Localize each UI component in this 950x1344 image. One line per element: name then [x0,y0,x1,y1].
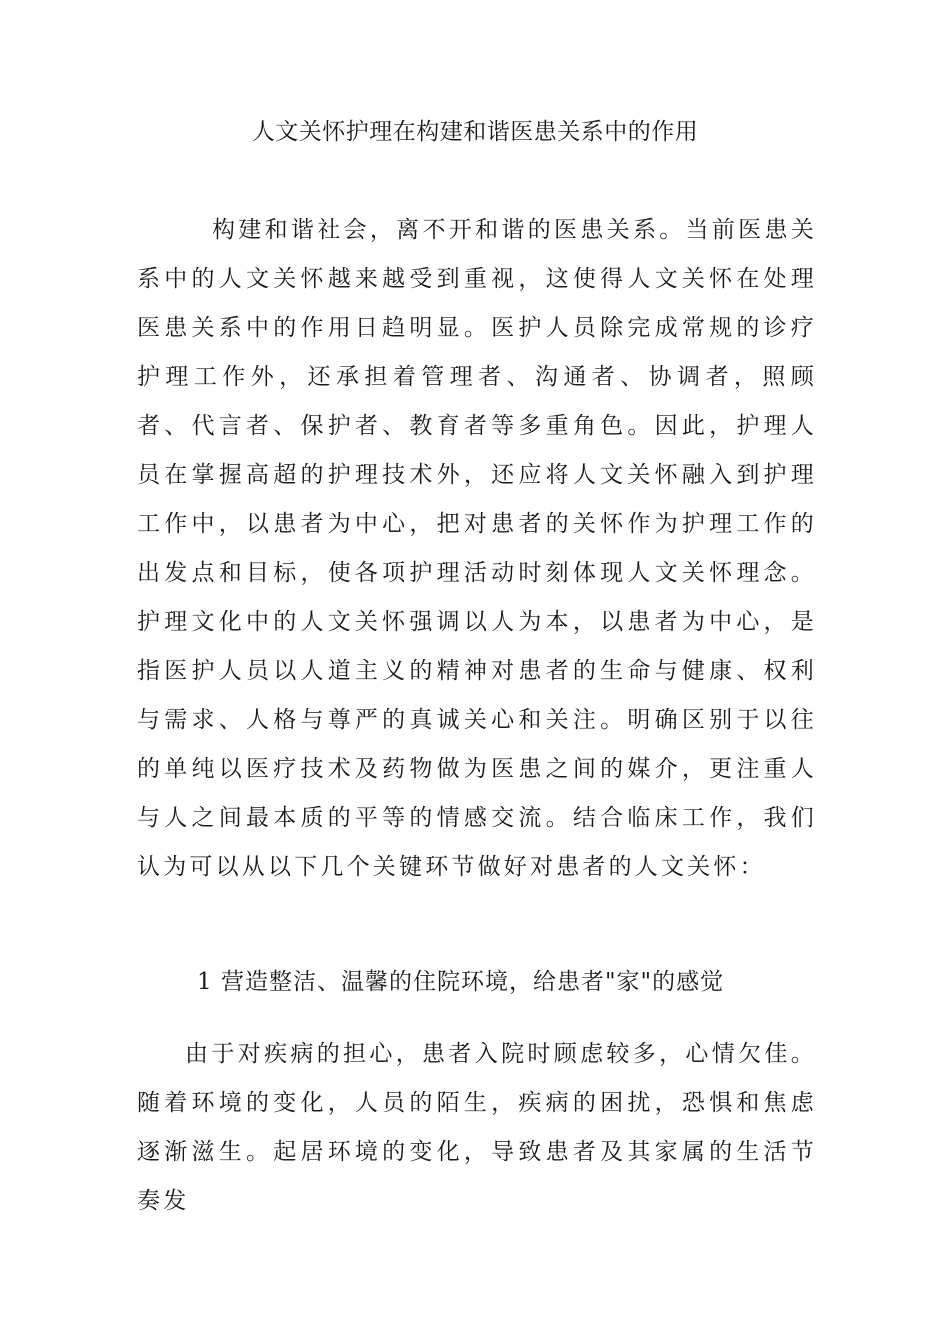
section-1-heading: 1 营造整洁、温馨的住院环境，给患者"家"的感觉 [197,969,725,995]
document-title: 人文关怀护理在构建和谐医患关系中的作用 [251,119,699,145]
section-1-paragraph: 由于对疾病的担心，患者入院时顾虑较多，心情欠佳。随着环境的变化，人员的陌生，疾病的困扰，恐惧和焦虑逐渐滋生。起居环境的变化，导致患者及其家属的生活节奏发 [137,1041,817,1214]
intro-paragraph: 构建和谐社会，离不开和谐的医患关系。当前医患关系中的人文关怀越来越受到重视，这使得人文关怀在处理医患关系中的作用日趋明显。医护人员除完成常规的诊疗护理工作外，还承担着管理者、沟通者、协调者，照顾者、代言者、保护者、教育者等多重角色。因此，护理人员在掌握高超的护理技术外，还应将人文关怀融入到护理工作中，以患者为中心，把对患者的关怀作为护理工作的出发点和目标，使各项护理活动时刻体现人文关怀理念。护理文化中的人文关怀强调以人为本，以患者为中心，是指医护人员以人道主义的精神对患者的生命与健康、权利与需求、人格与尊严的真诚关心和关注。明确区别于以往的单纯以医疗技术及药物做为医患之间的媒介，更注重人与人之间最本质的平等的情感交流。结合临床工作，我们认为可以从以下几个关键环节做好对患者的人文关怀： [137,217,817,880]
